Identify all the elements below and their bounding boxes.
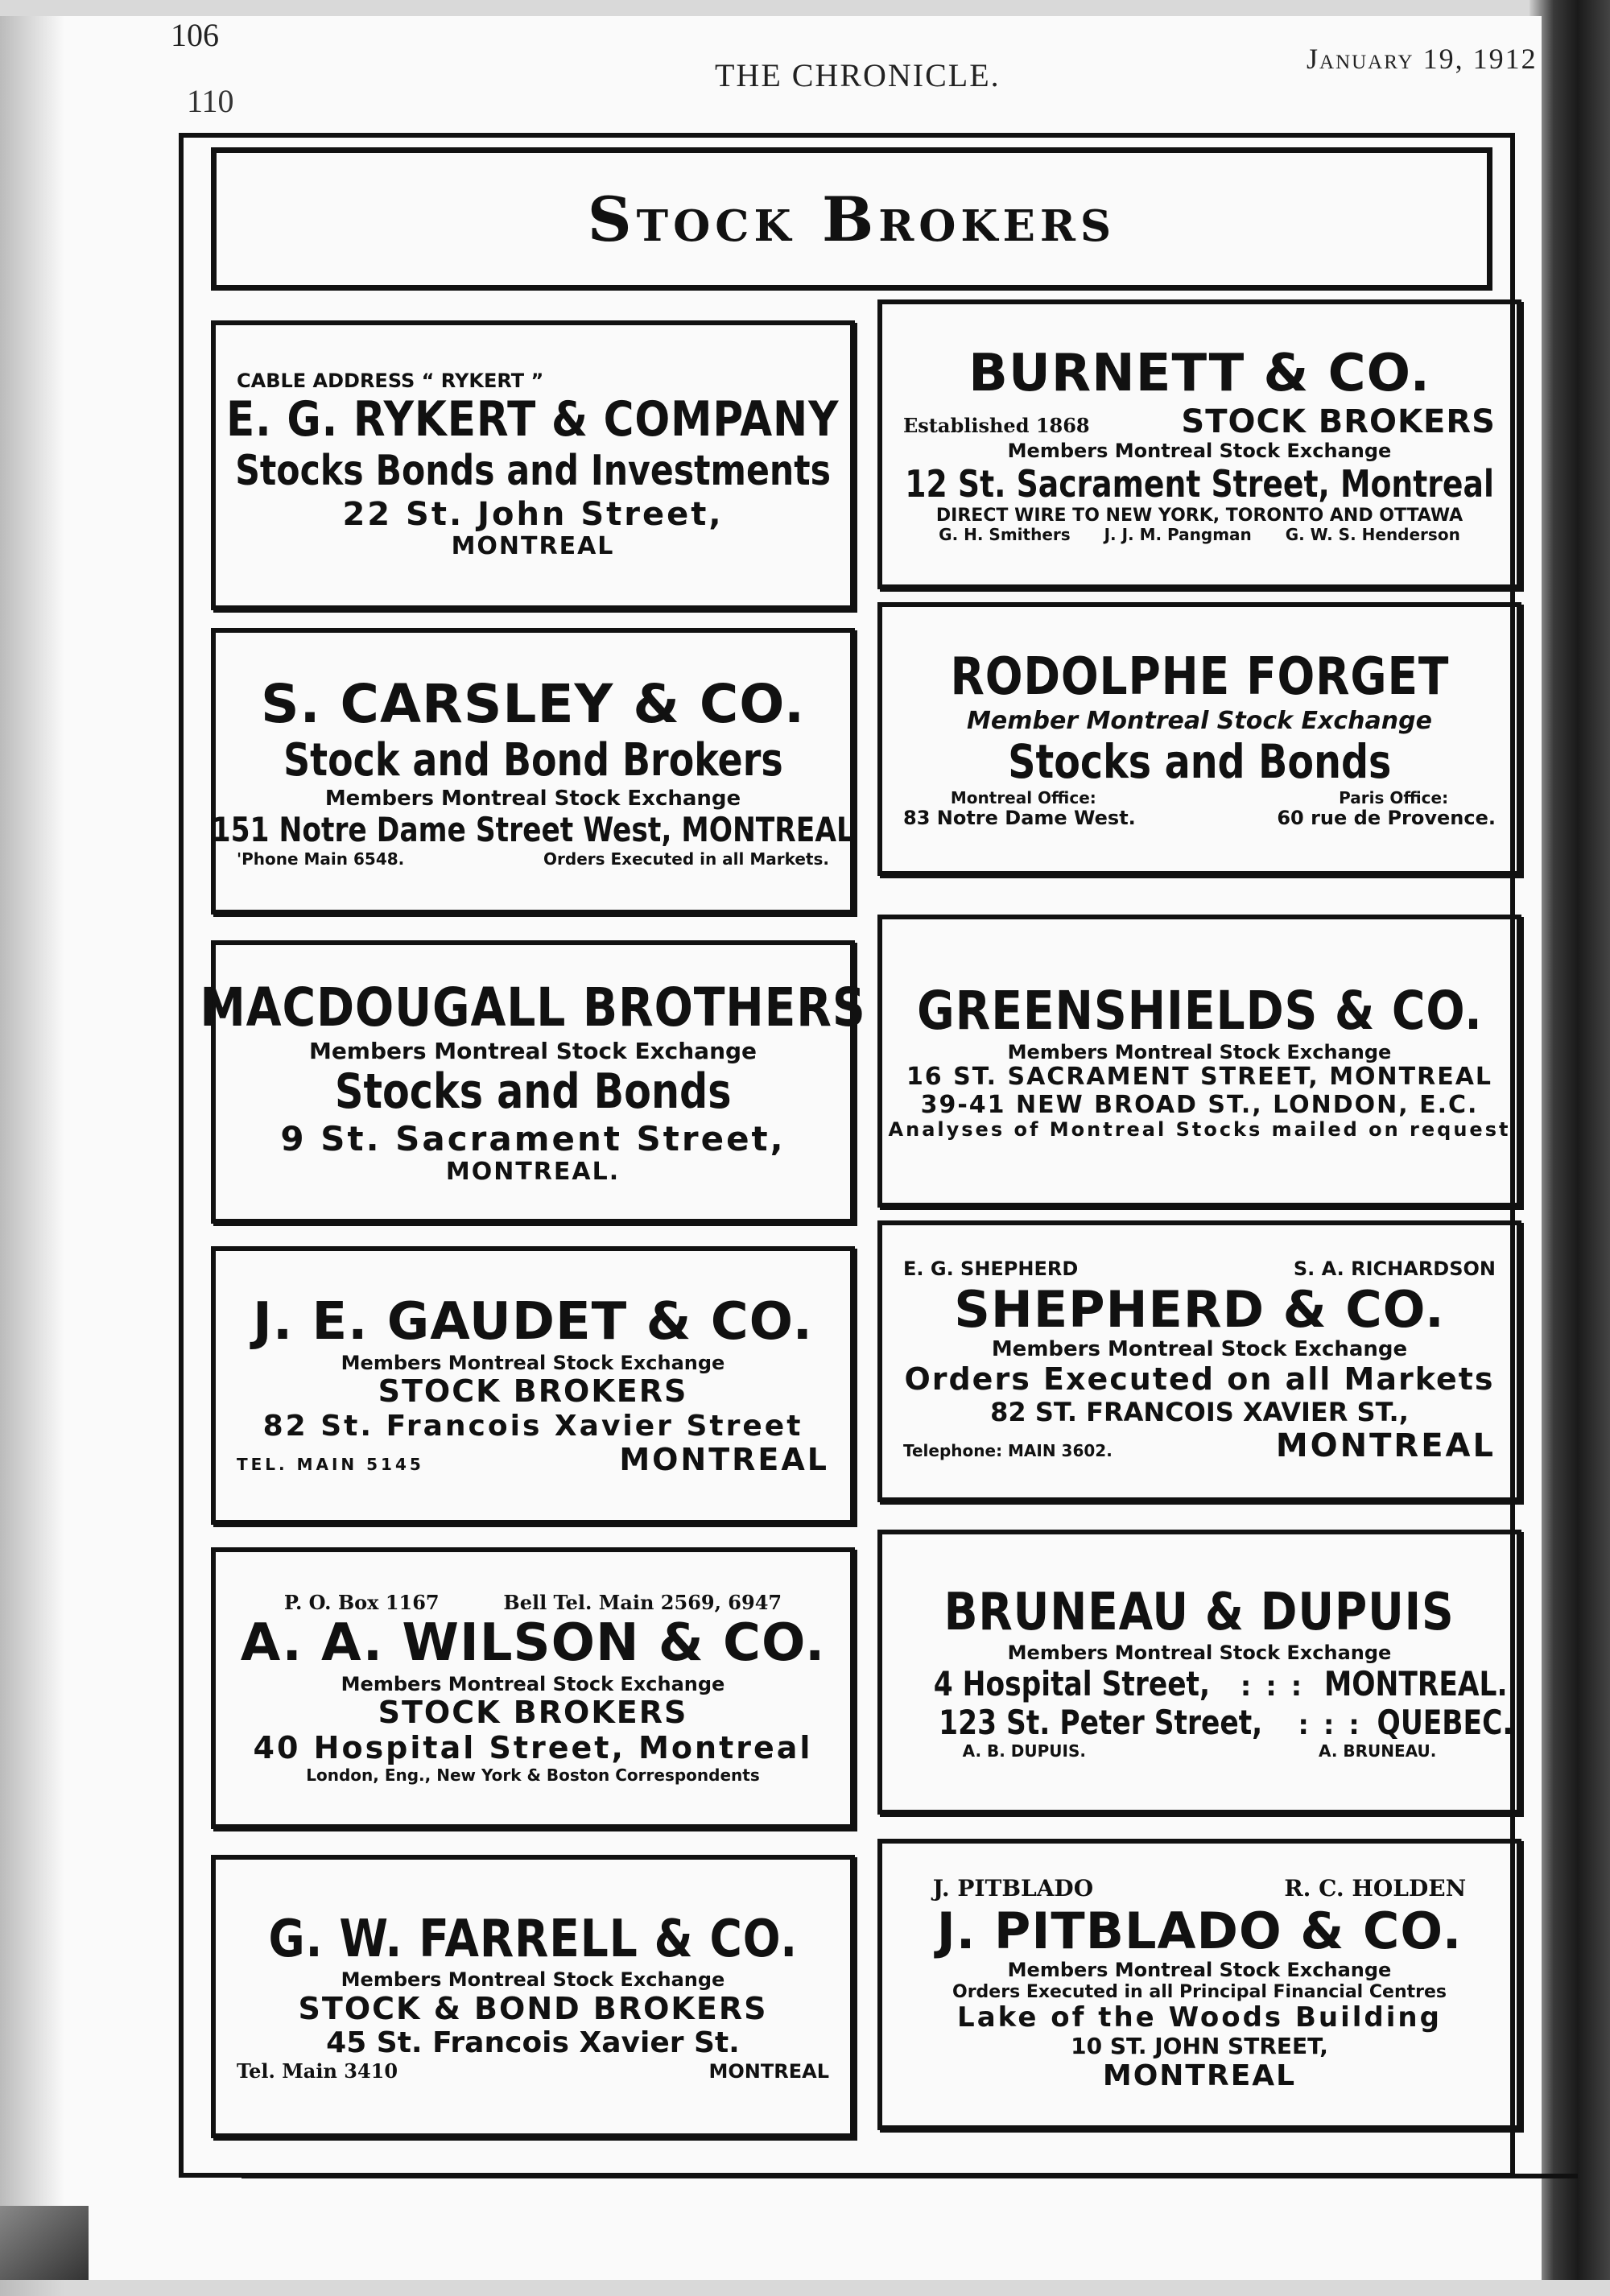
ad-pitblado-address: 10 ST. JOHN STREET, <box>1071 2032 1328 2059</box>
ad-farrell-members: Members Montreal Stock Exchange <box>341 1968 725 1992</box>
ad-bruneau-city-1: MONTREAL. <box>1324 1663 1508 1703</box>
ad-shepherd-address: 82 ST. FRANCOIS XAVIER ST., <box>990 1396 1409 1427</box>
ad-shepherd-city: MONTREAL <box>1275 1427 1496 1464</box>
ad-burnett-partner-2: J. J. M. Pangman <box>1104 525 1252 545</box>
ad-wilson-name: A. A. WILSON & CO. <box>240 1613 826 1674</box>
ad-forget <box>877 602 1521 876</box>
ad-wilson-members: Members Montreal Stock Exchange <box>341 1672 725 1695</box>
ad-pitblado-partner-2: R. C. HOLDEN <box>1284 1875 1467 1902</box>
ad-greenshields <box>877 915 1521 1208</box>
ad-rykert-address: 22 St. John Street, <box>342 495 724 533</box>
ad-carsley-business: Stock and Bond Brokers <box>283 734 783 787</box>
ad-gaudet-tel: TEL. MAIN 5145 <box>237 1455 424 1475</box>
ad-gaudet-city: MONTREAL <box>619 1442 829 1478</box>
ad-burnett-name: BURNETT & CO. <box>968 343 1430 403</box>
ad-gaudet-business: STOCK BROKERS <box>378 1373 688 1410</box>
ad-wilson-tel: Bell Tel. Main 2569, 6947 <box>503 1591 782 1615</box>
binding-shadow <box>0 16 64 2296</box>
ad-burnett-address: 12 St. Sacrament Street, Montreal <box>905 462 1494 506</box>
scan-edge-right <box>1530 0 1610 2280</box>
ad-macdougall-business: Stocks and Bonds <box>334 1063 732 1121</box>
ad-burnett-business: STOCK BROKERS <box>1181 403 1496 441</box>
ad-rykert-name: E. G. RYKERT & COMPANY <box>226 391 840 448</box>
ad-bruneau-colons-1: : : : <box>1240 1670 1305 1703</box>
ad-shepherd-name: SHEPHERD & CO. <box>954 1279 1445 1339</box>
ad-macdougall-address: 9 St. Sacrament Street, <box>280 1119 786 1159</box>
ad-carsley-address: 151 Notre Dame Street West, MONTREAL <box>211 810 855 850</box>
scan-corner <box>0 2206 89 2280</box>
ad-rykert <box>211 320 855 610</box>
ad-burnett-members: Members Montreal Stock Exchange <box>1007 440 1392 463</box>
ad-greenshields-address-1: 16 ST. SACRAMENT STREET, MONTREAL <box>906 1063 1493 1092</box>
ad-bruneau-partner-2: A. BRUNEAU. <box>1318 1741 1437 1761</box>
ad-pitblado-members: Members Montreal Stock Exchange <box>1007 1958 1392 1981</box>
issue-date: January 19, 1912 <box>1307 43 1538 75</box>
ad-shepherd-partner-2: S. A. RICHARDSON <box>1293 1257 1496 1281</box>
ad-forget-office-2-label: Paris Office: <box>1339 788 1449 808</box>
ad-macdougall <box>200 940 866 1224</box>
ad-forget-name: RODOLPHE FORGET <box>950 647 1449 708</box>
ad-burnett-partner-1: G. H. Smithers <box>939 525 1071 545</box>
ad-carsley-name: S. CARSLEY & CO. <box>260 673 806 736</box>
ad-bruneau-members: Members Montreal Stock Exchange <box>1007 1641 1392 1665</box>
ad-gaudet-name: J. E. GAUDET & CO. <box>253 1292 813 1352</box>
ad-forget-members: Member Montreal Stock Exchange <box>967 706 1432 735</box>
ad-pitblado-name: J. PITBLADO & CO. <box>936 1901 1463 1960</box>
ad-burnett-wire: DIRECT WIRE TO NEW YORK, TORONTO AND OTTAWA <box>935 505 1463 526</box>
ad-macdougall-name: MACDOUGALL BROTHERS <box>200 977 866 1039</box>
ad-macdougall-members: Members Montreal Stock Exchange <box>308 1037 758 1064</box>
ad-carsley <box>211 628 855 915</box>
ad-rykert-cable: CABLE ADDRESS “ RYKERT ” <box>237 369 544 392</box>
ad-macdougall-city: MONTREAL. <box>445 1158 621 1187</box>
ad-burnett-partner-3: G. W. S. Henderson <box>1285 525 1460 545</box>
ad-pitblado-partner-1: J. PITBLADO <box>932 1875 1094 1902</box>
ad-shepherd-tel: Telephone: MAIN 3602. <box>903 1440 1113 1460</box>
ad-farrell-name: G. W. FARRELL & CO. <box>268 1909 798 1969</box>
ad-forget-office-1-address: 83 Notre Dame West. <box>903 807 1136 830</box>
ad-carsley-phone: 'Phone Main 6548. <box>237 849 405 869</box>
ad-greenshields-members: Members Montreal Stock Exchange <box>1007 1040 1392 1063</box>
ad-farrell-business: STOCK & BOND BROKERS <box>298 1990 768 2026</box>
section-banner <box>211 147 1492 291</box>
ad-bruneau-name: BRUNEAU & DUPUIS <box>944 1582 1455 1642</box>
section-title: Stock Brokers <box>587 183 1117 255</box>
ad-forget-business: Stocks and Bonds <box>1007 734 1392 790</box>
ad-greenshields-name: GREENSHIELDS & CO. <box>916 979 1483 1042</box>
ad-wilson-address: 40 Hospital Street, Montreal <box>253 1729 813 1765</box>
ad-gaudet-members: Members Montreal Stock Exchange <box>341 1351 725 1374</box>
ad-gaudet <box>211 1246 855 1525</box>
ad-forget-office-1-label: Montreal Office: <box>950 788 1096 808</box>
ad-shepherd-members: Members Montreal Stock Exchange <box>991 1337 1408 1362</box>
ad-rykert-city: MONTREAL <box>451 531 615 560</box>
old-page-number: 106 <box>171 17 219 53</box>
ad-bruneau-colons-2: : : : <box>1298 1709 1362 1742</box>
ad-wilson-business: STOCK BROKERS <box>378 1695 688 1731</box>
ad-pitblado-city: MONTREAL <box>1102 2059 1297 2093</box>
publication-title: THE CHRONICLE. <box>715 57 1001 93</box>
ad-farrell-city: MONTREAL <box>708 2059 829 2083</box>
ad-bruneau <box>877 1530 1521 1815</box>
ad-wilson <box>211 1547 855 1829</box>
ad-greenshields-address-2: 39-41 NEW BROAD ST., LONDON, E.C. <box>920 1090 1479 1119</box>
ad-shepherd-partner-1: E. G. SHEPHERD <box>903 1257 1079 1281</box>
ad-pitblado <box>877 1839 1521 2130</box>
ad-bruneau-partner-1: A. B. DUPUIS. <box>962 1741 1086 1761</box>
ad-farrell-tel: Tel. Main 3410 <box>237 2059 398 2083</box>
ad-burnett-established: Established 1868 <box>903 414 1090 438</box>
ad-burnett <box>877 299 1521 589</box>
ad-gaudet-address: 82 St. Francois Xavier Street <box>262 1409 803 1443</box>
page-number: 110 <box>187 83 234 119</box>
ad-pitblado-orders: Orders Executed in all Principal Financial Centres <box>952 1981 1447 2002</box>
ad-carsley-members: Members Montreal Stock Exchange <box>324 786 741 811</box>
ad-farrell <box>211 1855 855 2138</box>
ad-wilson-correspondents: London, Eng., New York & Boston Correspondents <box>306 1765 760 1785</box>
ad-farrell-address: 45 St. Francois Xavier St. <box>326 2026 740 2060</box>
ad-shepherd-orders: Orders Executed on all Markets <box>904 1361 1495 1398</box>
ad-bruneau-address-1: 4 Hospital Street, <box>933 1663 1211 1703</box>
ad-bruneau-city-2: QUEBEC. <box>1377 1703 1513 1743</box>
bottom-rule <box>242 2174 1578 2178</box>
ad-shepherd <box>877 1220 1521 1502</box>
ad-pitblado-building: Lake of the Woods Building <box>957 2001 1442 2034</box>
ad-greenshields-note: Analyses of Montreal Stocks mailed on request <box>888 1118 1511 1142</box>
ad-rykert-business: Stocks Bonds and Investments <box>235 447 831 496</box>
ad-carsley-orders: Orders Executed in all Markets. <box>543 849 829 869</box>
ad-bruneau-address-2: 123 St. Peter Street, <box>939 1703 1263 1743</box>
ad-forget-office-2-address: 60 rue de Provence. <box>1277 807 1496 830</box>
ad-wilson-box: P. O. Box 1167 <box>283 1591 440 1615</box>
